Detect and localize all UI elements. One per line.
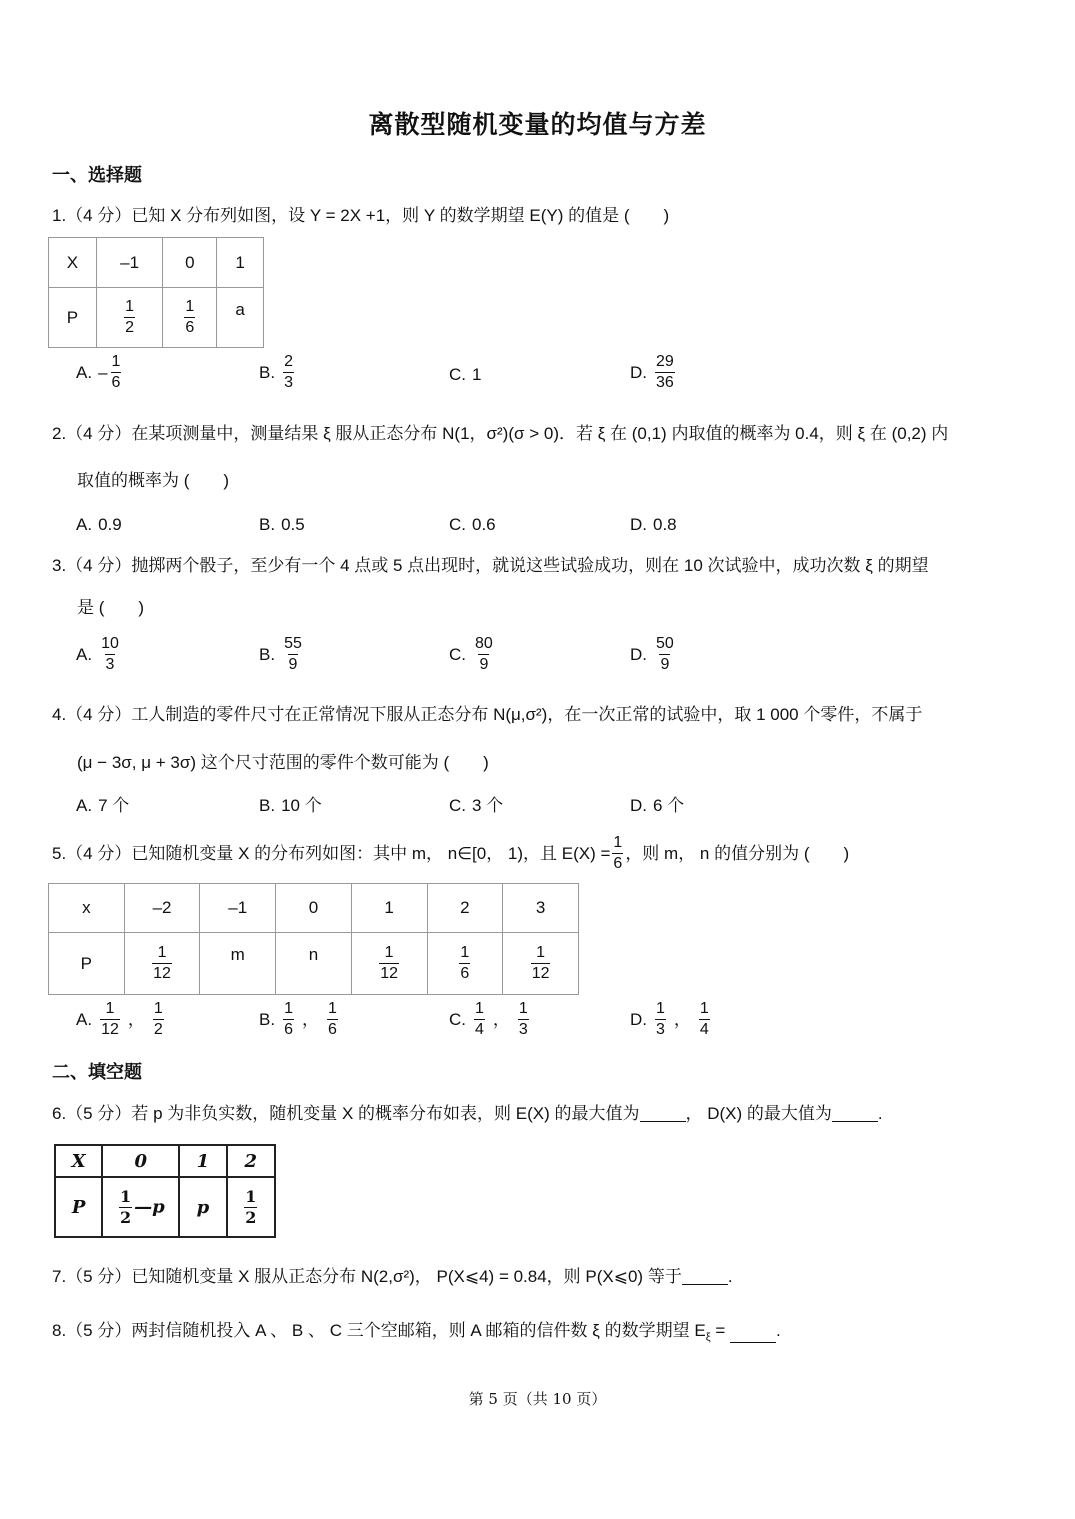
q2-option-b[interactable]: B. 0.5 (259, 515, 305, 534)
q5-option-b[interactable]: B. $\frac{1}{6}$ ， $\frac{1}{6}$ (259, 1000, 337, 1038)
table-row-label: P (49, 288, 97, 348)
answer-blank[interactable] (682, 1267, 728, 1285)
table-header-cell: 0 (102, 1145, 179, 1177)
question-3-line1: 3.（4 分）抛掷两个骰子，至少有一个 4 点或 5 点出现时，就说这些试验成功，则在 10 次试验中，成功次数 ξ 的期望 (52, 556, 929, 575)
question-3-line2: 是 ( ) (77, 598, 145, 617)
table-header-cell: 3 (503, 884, 579, 933)
q2-option-d[interactable]: D. 0.8 (630, 515, 677, 534)
table-header-cell: 2 (227, 1145, 275, 1177)
table-header-cell: 1 (351, 884, 427, 933)
table-header-cell: –1 (96, 238, 163, 288)
q4-option-b[interactable]: B. 10 个 (259, 796, 322, 815)
page-title: 离散型随机变量的均值与方差 (368, 110, 707, 139)
table-cell: $\frac{1}{6}$ (163, 288, 217, 348)
table-cell: $\frac{1}{2}$ (96, 288, 163, 348)
q1-option-d[interactable]: D. $\frac{29}{36}$ (630, 353, 674, 391)
table-header-cell: –1 (200, 884, 276, 933)
question-4-line2: (μ − 3σ, μ + 3σ) 这个尺寸范围的零件个数可能为 ( ) (77, 753, 489, 772)
q4-option-a[interactable]: A. 7 个 (76, 796, 130, 815)
question-2-line1: 2.（4 分）在某项测量中，测量结果 ξ 服从正态分布 N(1，σ²)(σ > 0)．若 ξ 在 (0,1) 内取值的概率为 0.4，则 ξ 在 (0,2) 内 (52, 424, 949, 443)
q5-option-a[interactable]: A. $\frac{1}{12}$ ， $\frac{1}{2}$ (76, 1000, 163, 1038)
q1-option-a[interactable]: A. – $\frac{1}{6}$ (76, 353, 121, 391)
table-cell: $\frac{1}{12}$ (124, 933, 200, 995)
question-7-text: 7.（5 分）已知随机变量 X 服从正态分布 N(2,σ²)， P(X⩽4) = 0.84，则 P(X⩽0) 等于 . (52, 1267, 733, 1286)
answer-blank[interactable] (640, 1104, 686, 1122)
table-cell: n (276, 933, 352, 995)
table-cell: $\frac{1}{12}$ (351, 933, 427, 995)
question-4-line1: 4.（4 分）工人制造的零件尺寸在正常情况下服从正态分布 N(μ,σ²)，在一次正常的试验中，取 1 000 个零件，不属于 (52, 705, 923, 724)
table-row-label: P (55, 1177, 102, 1237)
q5-distribution-table (48, 883, 579, 995)
q3-option-d[interactable]: D. $\frac{50}{9}$ (630, 635, 674, 673)
table-cell: $\frac{1}{2}$ —p (102, 1177, 179, 1237)
question-5-text: 5.（4 分）已知随机变量 X 的分布列如图：其中 m， n∈[0， 1)，且 E(X) = $\frac{1}{6}$ ，则 m， n 的值分别为 ( ) (52, 833, 850, 872)
table-cell: $\frac{1}{12}$ (503, 933, 579, 995)
q1-distribution-table (48, 237, 264, 348)
q4-option-c[interactable]: C. 3 个 (449, 796, 504, 815)
table-cell: m (200, 933, 276, 995)
answer-blank[interactable] (730, 1325, 776, 1343)
q5-option-c[interactable]: C. $\frac{1}{4}$ ， $\frac{1}{3}$ (449, 1000, 528, 1038)
section-heading-fill: 二、填空题 (52, 1062, 142, 1082)
table-row-label: P (49, 933, 125, 995)
answer-blank[interactable] (832, 1104, 878, 1122)
table-header-cell: 0 (276, 884, 352, 933)
q1-option-c[interactable]: C. 1 (449, 365, 482, 384)
q1-option-b[interactable]: B. $\frac{2}{3}$ (259, 353, 293, 391)
q5-option-d[interactable]: D. $\frac{1}{3}$ ， $\frac{1}{4}$ (630, 1000, 709, 1038)
table-cell: p (179, 1177, 226, 1237)
q3-option-a[interactable]: A. $\frac{10}{3}$ (76, 635, 119, 673)
question-1-text: 1.（4 分）已知 X 分布列如图，设 Y = 2X +1，则 Y 的数学期望 E(Y) 的值是 ( ) (52, 206, 670, 225)
table-cell: $\frac{1}{2}$ (227, 1177, 275, 1237)
q2-option-a[interactable]: A. 0.9 (76, 515, 122, 534)
section-heading-choice: 一、选择题 (52, 165, 142, 185)
table-header-cell: X (55, 1145, 102, 1177)
q6-distribution-table (54, 1144, 276, 1238)
question-6-text: 6.（5 分）若 p 为非负实数，随机变量 X 的概率分布如表，则 E(X) 的最大值为 ， D(X) 的最大值为 . (52, 1104, 883, 1123)
table-header-cell: 1 (217, 238, 264, 288)
q3-option-b[interactable]: B. $\frac{55}{9}$ (259, 635, 302, 673)
table-cell: $\frac{1}{6}$ (427, 933, 503, 995)
table-header-cell: 0 (163, 238, 217, 288)
question-8-text: 8.（5 分）两封信随机投入 A 、 B 、 C 三个空邮箱，则 A 邮箱的信件数 ξ 的数学期望 $E_\xi$ = . (52, 1321, 781, 1344)
table-header-cell: X (49, 238, 97, 288)
table-header-cell: –2 (124, 884, 200, 933)
page-footer: 第 5 页（共 10 页） (468, 1390, 607, 1408)
table-header-cell: x (49, 884, 125, 933)
table-cell: a (217, 288, 264, 348)
table-header-cell: 2 (427, 884, 503, 933)
table-header-cell: 1 (179, 1145, 226, 1177)
q2-option-c[interactable]: C. 0.6 (449, 515, 496, 534)
q4-option-d[interactable]: D. 6 个 (630, 796, 685, 815)
q3-option-c[interactable]: C. $\frac{80}{9}$ (449, 635, 493, 673)
question-2-line2: 取值的概率为 ( ) (77, 471, 230, 490)
